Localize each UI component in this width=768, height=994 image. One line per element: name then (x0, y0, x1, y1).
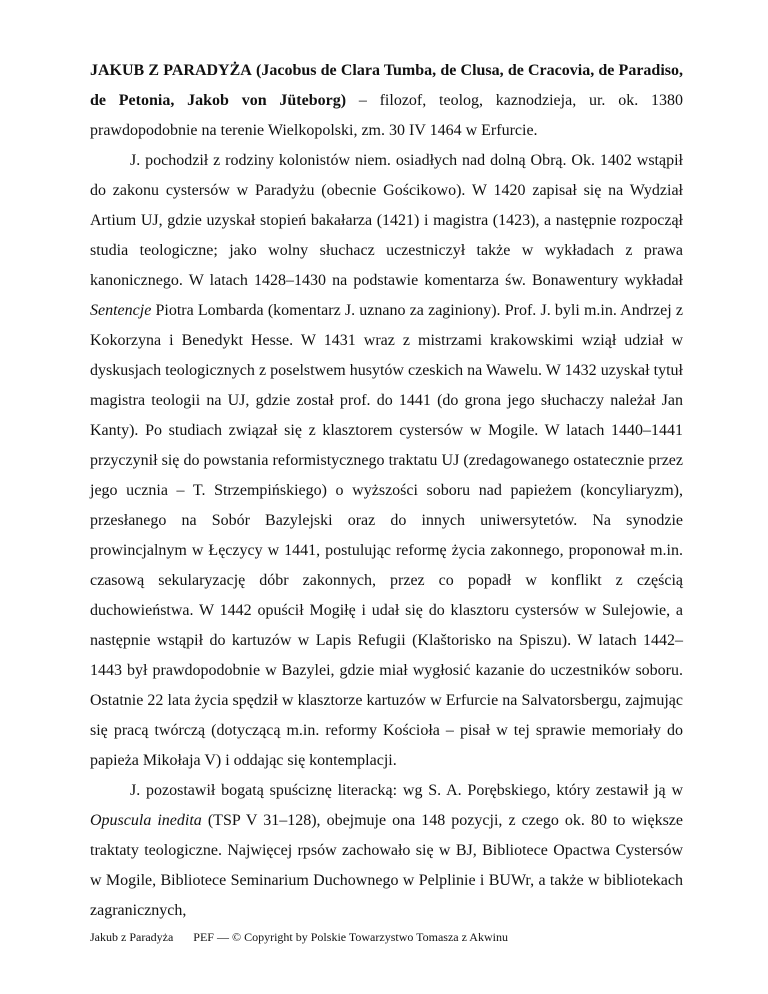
document-body (90, 56, 683, 926)
entry-headword-variants: (Jacobus de Clara Tumba, de Clusa, de Cracovia, de Paradiso, de Petonia, Jakob von Jüteborg) (90, 62, 684, 109)
works-italic-title: Opuscula inedita (90, 812, 202, 829)
page-footer (90, 930, 683, 945)
works-paragraph (90, 776, 683, 926)
works-text-2: (TSP V 31–128), obejmuje ona 148 pozycji, z czego ok. 80 to większe traktaty teologiczne. Najwięcej rpsów zachowało się w BJ, Bibliotece Opactwa Cystersów w Mogile, Bibliotece Seminarium Duchownego w Pelplinie i BUWr, a także w bibliotekach zagranicznych, (90, 812, 684, 919)
biography-italic-title: Sentencje (90, 302, 152, 319)
biography-text-2: Piotra Lombarda (komentarz J. uznano za zaginiony). Prof. J. byli m.in. Andrzej z Kokorzyna i Benedykt Hesse. W 1431 wraz z mistrzami krakowskimi wziął udział w dyskusjach teologicznych z poselstwem husytów czeskich na Wawelu. W 1432 uzyskał tytuł magistra teologii na UJ, gdzie został prof. do 1441 (do grona jego słuchaczy należał Jan Kanty). Po studiach związał się z klasztorem cystersów w Mogile. W latach 1440–1441 przyczynił się do powstania reformistycznego traktatu UJ (zredagowanego ostatecznie przez jego ucznia – T. Strzempińskiego) o wyższości soboru nad papieżem (koncyliaryzm), przesłanego na Sobór Bazylejski oraz do innych uniwersytetów. Na synodzie prowincjalnym w Łęczycy w 1441, postulując reformę życia zakonnego, proponował m.in. czasową sekularyzację dóbr zakonnych, przez co popadł w konflikt z częścią duchowieństwa. W 1442 opuścił Mogiłę i udał się do klasztoru cystersów w Sulejowie, a następnie wstąpił do kartuzów w Lapis Refugii (Klaštorisko na Spiszu). W latach 1442–1443 był prawdopodobnie w Bazylei, gdzie miał wygłosić kazanie do uczestników soboru. Ostatnie 22 lata życia spędził w klasztorze kartuzów w Erfurcie na Salvatorsbergu, zajmując się pracą twórczą (dotyczącą m.in. reformy Kościoła – pisał w tej sprawie memoriały do papieża Mikołaja V) i oddając się kontemplacji. (90, 302, 683, 769)
biography-paragraph (90, 146, 683, 776)
footer-copyright: PEF — © Copyright by Polskie Towarzystwo Tomasza z Akwinu (193, 930, 508, 944)
entry-intro: – filozof, teolog, kaznodzieja, ur. ok. 1380 prawdopodobnie na terenie Wielkopolski, zm. 30 IV 1464 w Erfurcie. (90, 92, 683, 139)
entry-paragraph (90, 56, 683, 146)
works-text-1: J. pozostawił bogatą spuściznę literacką: wg S. A. Porębskiego, który zestawił ją w (130, 782, 683, 799)
biography-text-1: J. pochodził z rodziny kolonistów niem. osiadłych nad dolną Obrą. Ok. 1402 wstąpił do zakonu cystersów w Paradyżu (obecnie Gościkowo). W 1420 zapisał się na Wydział Artium UJ, gdzie uzyskał stopień bakałarza (1421) i magistra (1423), a następnie rozpoczął studia teologiczne; jako wolny słuchacz uczestniczył także w wykładach z prawa kanonicznego. W latach 1428–1430 na podstawie komentarza św. Bonawentury wykładał (90, 152, 683, 289)
footer-running-title: Jakub z Paradyża (90, 930, 174, 944)
entry-headword: JAKUB Z PARADYŻA (90, 62, 252, 79)
